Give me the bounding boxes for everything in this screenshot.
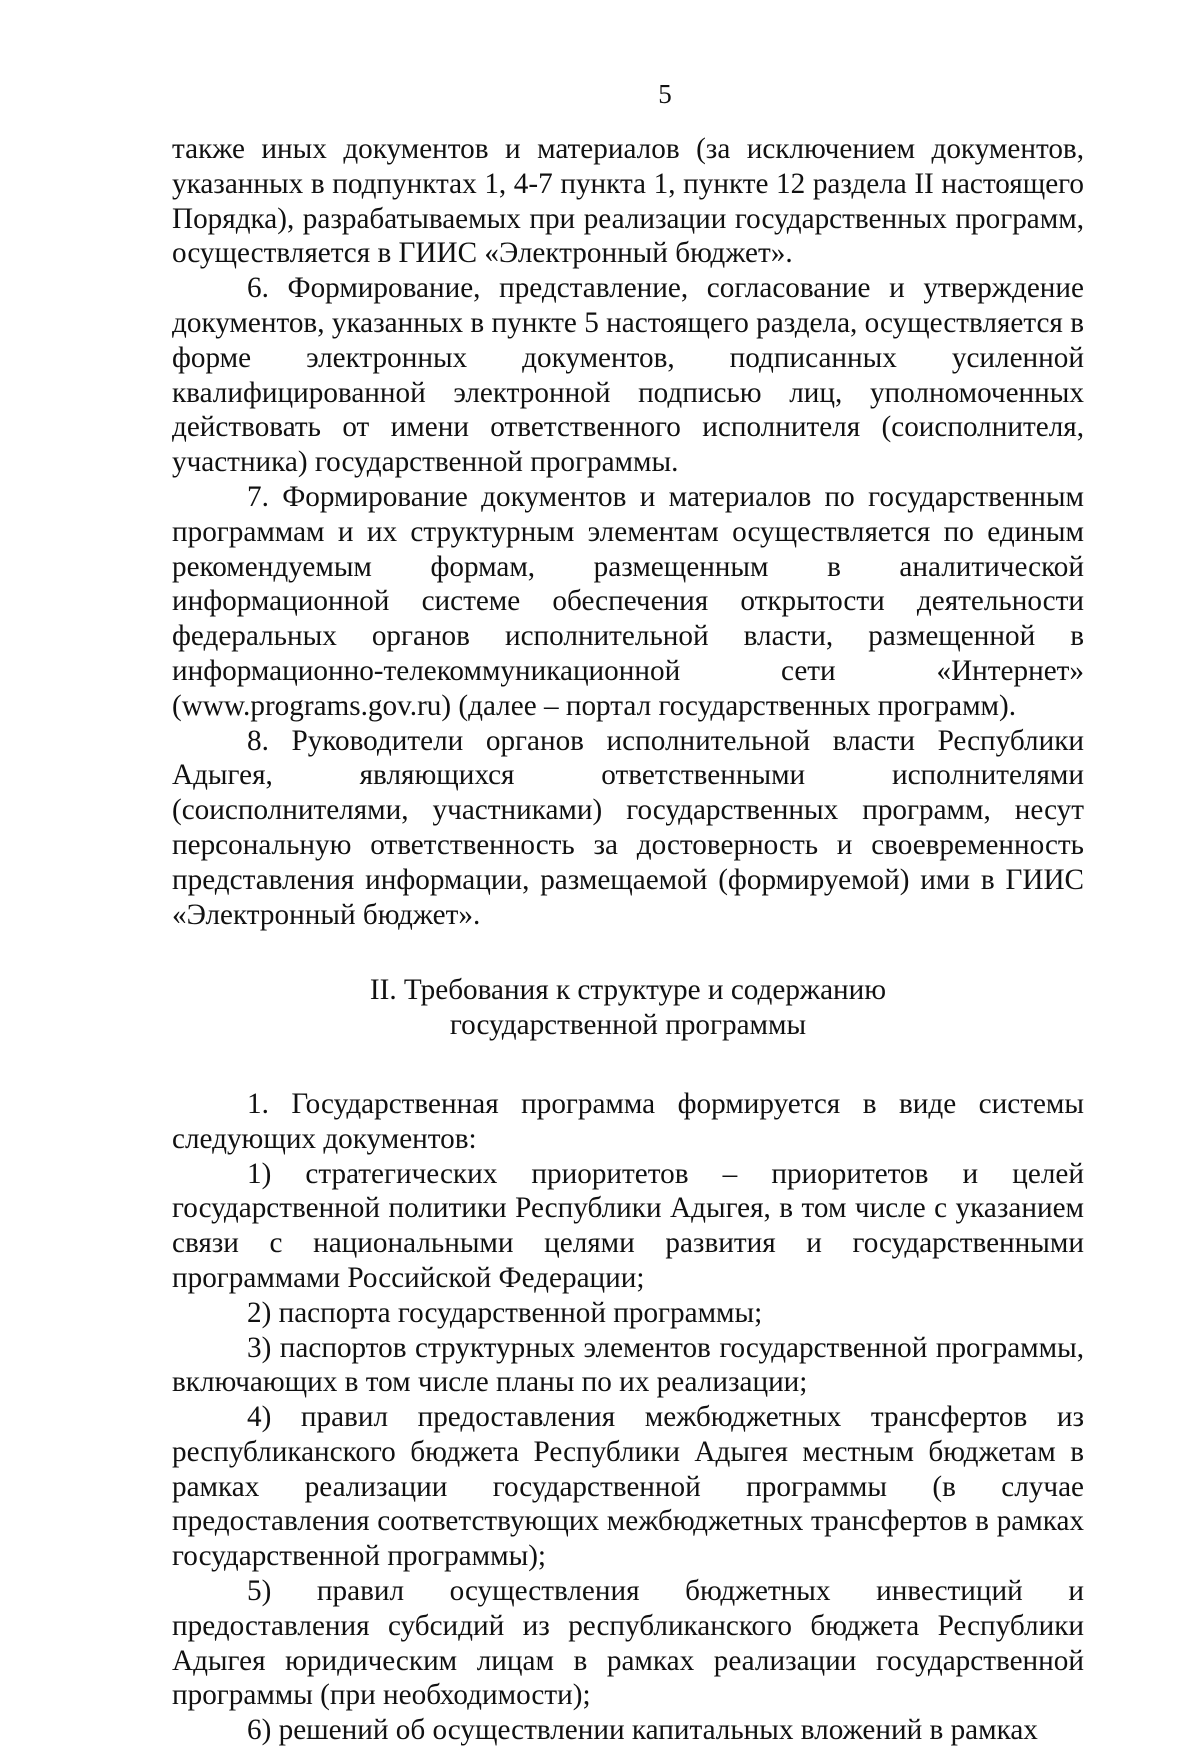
list-item-6: 6) решений об осуществлении капитальных вложений в рамках (247, 1714, 1038, 1747)
paragraph-continuation: также иных документов и материалов (за исключением документов, указанных в подпунктах 1, 4-7 пункта 1, пункте 12 раздела II настоящего Порядка), разрабатываемых при реализации государственных программ, осуществляется в ГИИС «Электронный бюджет». (172, 133, 1084, 270)
list-item-1: 1) стратегических приоритетов – приоритетов и целей государственной политики Республики Адыгея, в том числе с указанием связи с национальными целями развития и государственными программами Российской Федерации; (172, 1157, 1084, 1294)
section-heading-line-1: II. Требования к структуре и содержанию (369, 974, 887, 1007)
list-item-2: 2) паспорта государственной программы; (247, 1296, 763, 1329)
section-heading (172, 973, 1084, 1043)
section-heading-line-2: государственной программы (449, 1009, 807, 1042)
list-item-5: 5) правил осуществления бюджетных инвестиций и предоставления субсидий из республиканского бюджета Республики Адыгея юридическим лицам в рамках реализации государственной программы (при необходимости); (172, 1575, 1084, 1712)
paragraph-8: 8. Руководители органов исполнительной власти Республики Адыгея, являющихся ответственными исполнителями (соисполнителями, участниками) государственных программ, несут персональную ответственность за достоверность и своевременность представления информации, размещаемой (формируемой) ими в ГИИС «Электронный бюджет». (172, 724, 1084, 931)
paragraph-7: 7. Формирование документов и материалов по государственным программам и их структурным элементам осуществляется по единым рекомендуемым формам, размещенным в аналитической информационной системе обеспечения открытости деятельности федеральных органов исполнительной власти, размещенной в информационно-телекоммуникационной сети «Интернет» (www.programs.gov.ru) (далее – портал государственных программ). (172, 480, 1084, 722)
page-number: 5 (658, 79, 672, 109)
paragraph-6: 6. Формирование, представление, согласование и утверждение документов, указанных в пункте 5 настоящего раздела, осуществляется в форме электронных документов, подписанных усиленной квалифицированной электронной подписью лиц, уполномоченных действовать от имени ответственного исполнителя (соисполнителя, участника) государственной программы. (172, 272, 1084, 479)
list-item-4: 4) правил предоставления межбюджетных трансфертов из республиканского бюджета Республики Адыгея местным бюджетам в рамках реализации государственной программы (в случае предоставления соответствующих межбюджетных трансфертов в рамках государственной программы); (172, 1401, 1084, 1573)
section2-paragraph-1: 1. Государственная программа формируется в виде системы следующих документов: (172, 1087, 1084, 1155)
document-body (172, 132, 1084, 1748)
list-item-3: 3) паспортов структурных элементов государственной программы, включающих в том числе планы по их реализации; (172, 1331, 1084, 1399)
